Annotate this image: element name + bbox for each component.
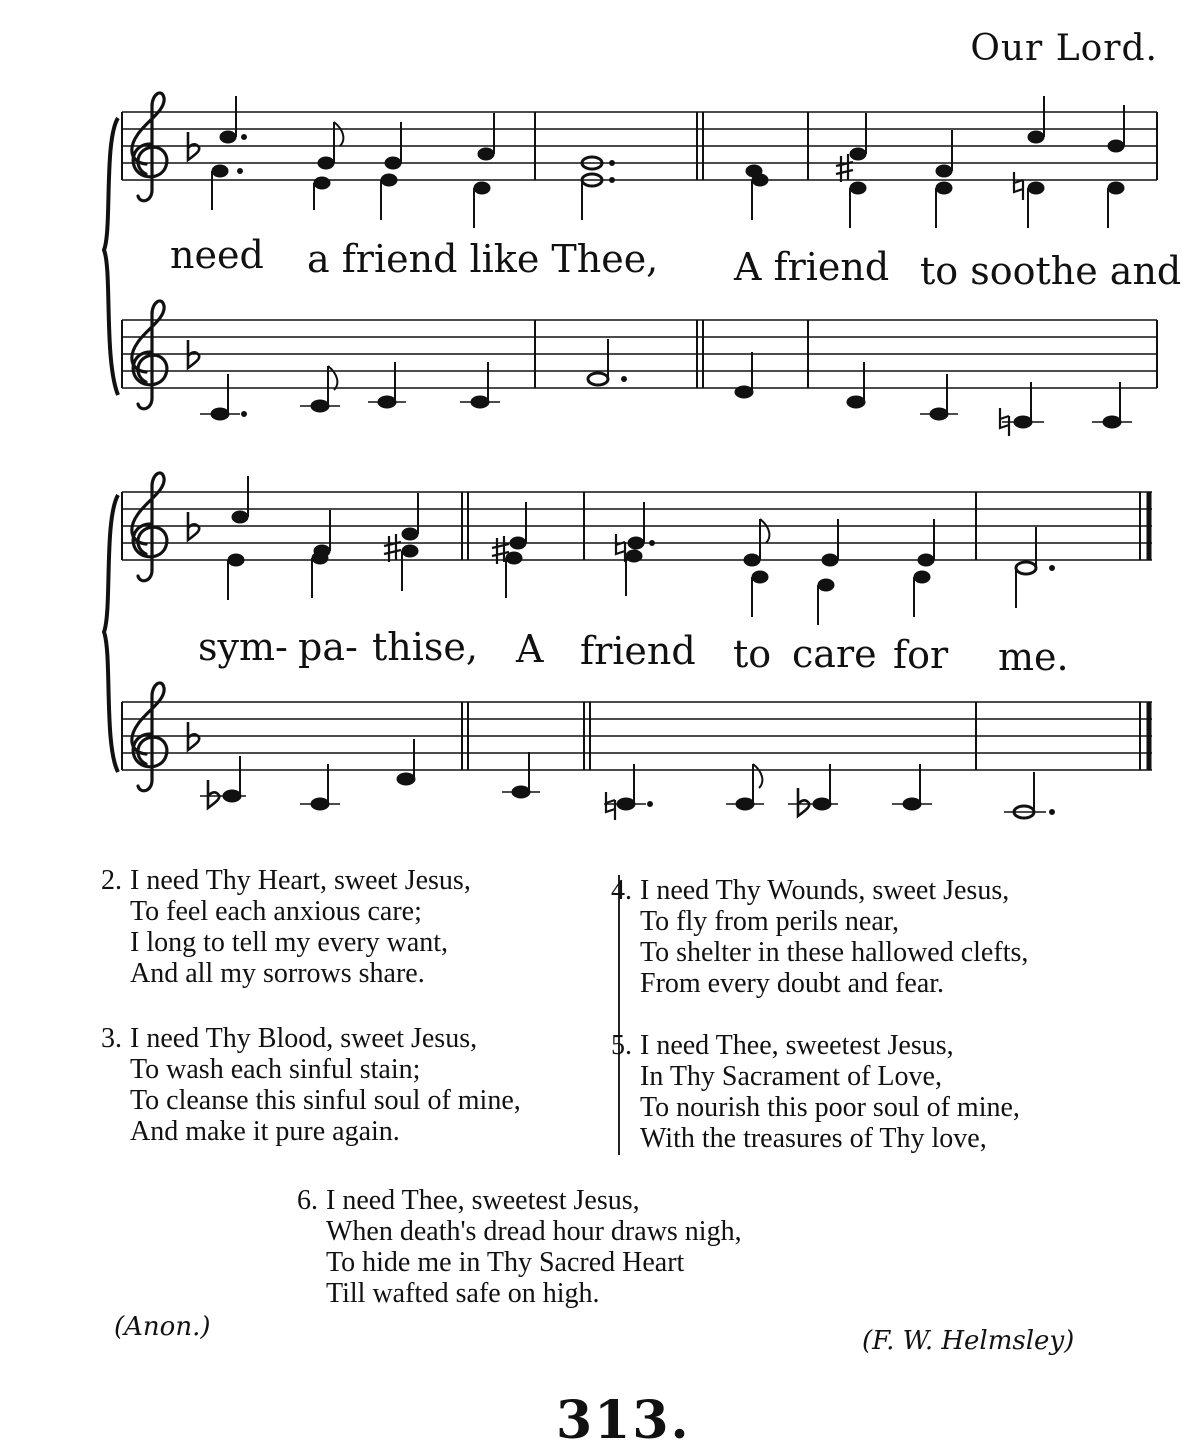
verse-number: 4. [611, 875, 632, 906]
treble-clef-icon [132, 683, 167, 791]
section-title: Our Lord. [970, 28, 1158, 69]
lyric-thise: thise, [372, 625, 478, 669]
verse-line: I need Thee, sweetest Jesus, [640, 1030, 954, 1061]
system-2-brace [104, 495, 118, 772]
verse-line: To nourish this poor soul of mine, [640, 1092, 1020, 1123]
verse-line: I long to tell my every want, [130, 927, 449, 958]
lyric-to: to [733, 632, 772, 676]
lyric-to-soothe-and: to soothe and [920, 249, 1182, 293]
verse-number: 6. [297, 1185, 318, 1216]
verse-line: To cleanse this sinful soul of mine, [130, 1085, 521, 1116]
system-1-brace [104, 118, 118, 395]
verse-line: To wash each sinful stain; [130, 1054, 421, 1085]
verse-line: To fly from perils near, [640, 906, 899, 937]
credit-anon: (Anon.) [114, 1312, 211, 1342]
lyric-a-friend-like-thee: a friend like Thee, [307, 237, 659, 281]
verse-line: And make it pure again. [130, 1116, 400, 1147]
lyric-friend: friend [580, 629, 696, 673]
verse-line: I need Thy Blood, sweet Jesus, [130, 1023, 478, 1054]
verse-line: In Thy Sacrament of Love, [640, 1061, 942, 1092]
verse-4 [594, 875, 1028, 999]
system-1-treble-notes [212, 96, 1124, 228]
page-number: 313. [556, 1390, 691, 1451]
verse-5 [594, 1030, 1020, 1154]
lyric-need: need [170, 233, 264, 277]
verse-line: And all my sorrows share. [130, 958, 425, 989]
credit-author: (F. W. Helmsley) [862, 1326, 1075, 1356]
treble-clef-icon [132, 93, 167, 201]
system-1 [104, 93, 1181, 436]
verse-2 [84, 865, 471, 989]
verse-line: I need Thy Heart, sweet Jesus, [130, 865, 471, 896]
system-2-lower-staff [122, 702, 1152, 770]
verse-line: I need Thee, sweetest Jesus, [326, 1185, 640, 1216]
verse-3 [84, 1023, 521, 1147]
verse-line: With the treasures of Thy love, [640, 1123, 987, 1154]
verse-line: To feel each anxious care; [130, 896, 422, 927]
lyric-sym: sym- [198, 625, 288, 669]
treble-clef-icon [132, 301, 167, 409]
verse-number: 3. [101, 1023, 122, 1054]
verse-line: When death's dread hour draws nigh, [326, 1216, 742, 1247]
lyric-care: care [792, 632, 877, 676]
system-1-lower-staff [122, 320, 1157, 388]
verse-line: To shelter in these hallowed clefts, [640, 937, 1029, 968]
lyric-pa: pa- [298, 625, 358, 669]
verse-6 [280, 1185, 742, 1309]
treble-clef-icon [132, 473, 167, 581]
verse-number: 5. [611, 1030, 632, 1061]
lyric-me: me. [998, 635, 1069, 679]
verse-number: 2. [101, 865, 122, 896]
verse-line: Till wafted safe on high. [326, 1278, 600, 1309]
verse-line: I need Thy Wounds, sweet Jesus, [640, 875, 1010, 906]
lyric-a: A [516, 627, 544, 671]
verse-line: From every doubt and fear. [640, 968, 945, 999]
system-2-treble-staff [122, 492, 1152, 560]
verse-line: To hide me in Thy Sacred Heart [326, 1247, 685, 1278]
system-1-treble-staff [122, 112, 1157, 180]
system-2-lower-notes [200, 739, 1055, 820]
lyric-a-friend: A friend [734, 245, 890, 289]
lyric-for: for [893, 633, 949, 677]
system-2 [104, 473, 1152, 820]
system-2-treble-notes [228, 476, 1055, 625]
